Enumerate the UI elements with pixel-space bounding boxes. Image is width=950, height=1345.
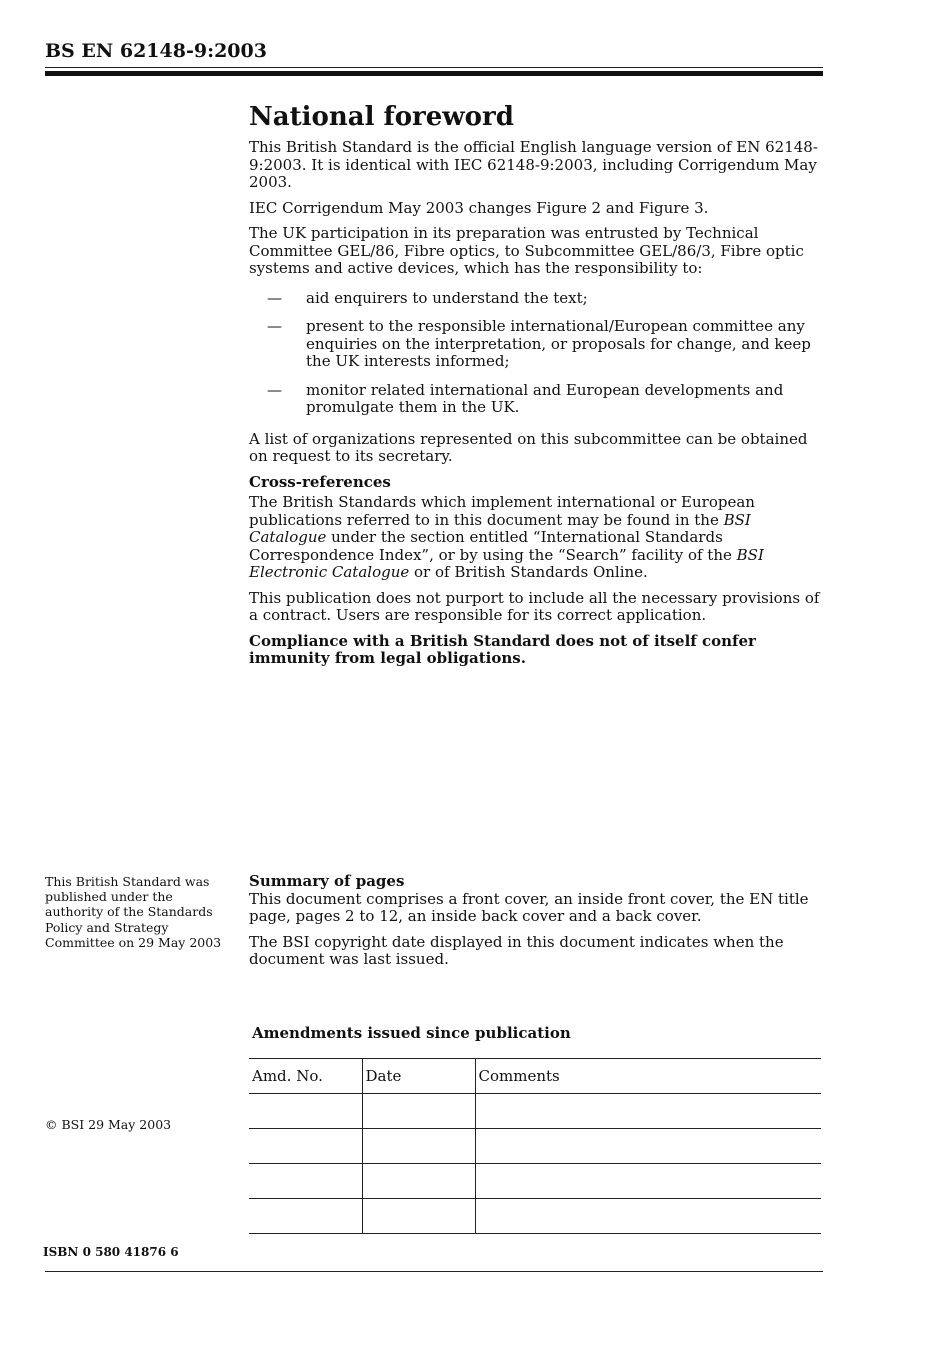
- column-header: Date: [362, 1059, 475, 1094]
- table-row: [249, 1094, 821, 1129]
- dash-marker: —: [267, 317, 282, 335]
- cross-ref-text: or of British Standards Online.: [409, 563, 648, 581]
- summary-heading: Summary of pages: [249, 872, 405, 890]
- summary-section: [249, 873, 824, 977]
- table-row: [249, 1199, 821, 1234]
- column-header: Amd. No.: [249, 1059, 362, 1094]
- cross-references-paragraph: [249, 494, 824, 582]
- list-item-text: aid enquirers to understand the text;: [306, 288, 588, 307]
- provisions-paragraph: This publication does not purport to include all the necessary provisions of a contract. Users are responsible for its correct application.: [249, 588, 820, 624]
- table-cell: [475, 1129, 821, 1164]
- document-code: BS EN 62148-9:2003: [45, 40, 267, 62]
- amendments-heading: Amendments issued since publication: [252, 1024, 571, 1042]
- table-cell: [362, 1129, 475, 1164]
- dash-marker: —: [267, 288, 282, 307]
- header-rule-thick: [45, 71, 823, 76]
- column-header: Comments: [475, 1059, 821, 1094]
- table-cell: [249, 1164, 362, 1199]
- bsi-catalogue-title: BSI Catalogue: [249, 510, 751, 546]
- table-cell: [249, 1199, 362, 1234]
- cross-ref-text: under the section entitled “International Standards Correspondence Index”, or by using the “Search” facility of the: [249, 528, 737, 564]
- list-item: [249, 318, 824, 371]
- intro-paragraph: This British Standard is the official English language version of EN 62148-9:2003. It is identical with IEC 62148-9:2003, including Corrigendum May 2003.: [249, 138, 818, 191]
- table-cell: [362, 1199, 475, 1234]
- list-item-text: monitor related international and European developments and promulgate them in the UK.: [306, 380, 784, 416]
- dash-marker: —: [267, 380, 282, 399]
- compliance-statement: Compliance with a British Standard does not of itself confer immunity from legal obligations.: [249, 631, 756, 667]
- list-item-text: present to the responsible international/European committee any enquiries on the interpretation, or proposals for change, and keep the UK interests informed;: [306, 317, 811, 370]
- table-cell: [475, 1164, 821, 1199]
- isbn: ISBN 0 580 41876 6: [43, 1245, 179, 1259]
- table-cell: [475, 1094, 821, 1129]
- publication-note: This British Standard was published under the authority of the Standards Policy and Strategy Committee on 29 May 2003: [45, 874, 222, 950]
- table-row: [249, 1129, 821, 1164]
- table-header-row: [249, 1059, 821, 1094]
- cross-references-heading: Cross-references: [249, 472, 391, 491]
- footer-rule: [45, 1271, 823, 1272]
- copyright-date-paragraph: The BSI copyright date displayed in this document indicates when the document was last issued.: [249, 932, 784, 968]
- bsi-electronic-catalogue-title: BSI Electronic Catalogue: [249, 545, 764, 581]
- table-row: [249, 1164, 821, 1199]
- list-item: [249, 382, 824, 417]
- page-title: National foreword: [249, 102, 514, 132]
- table-cell: [475, 1199, 821, 1234]
- foreword-section: [249, 102, 824, 676]
- header-rule-thin: [45, 67, 823, 68]
- organizations-paragraph: A list of organizations represented on this subcommittee can be obtained on request to its secretary.: [249, 429, 808, 465]
- list-item: [249, 290, 824, 308]
- responsibility-list: [249, 290, 824, 417]
- table-cell: [249, 1094, 362, 1129]
- participation-paragraph: The UK participation in its preparation was entrusted by Technical Committee GEL/86, Fibre optics, to Subcommittee GEL/86/3, Fibre optic systems and active devices, which has the responsibility to:: [249, 224, 804, 277]
- corrigendum-paragraph: IEC Corrigendum May 2003 changes Figure 2 and Figure 3.: [249, 198, 709, 217]
- summary-paragraph: This document comprises a front cover, an inside front cover, the EN title page, pages 2 to 12, an inside back cover and a back cover.: [249, 889, 809, 925]
- table-cell: [362, 1094, 475, 1129]
- table-cell: [362, 1164, 475, 1199]
- table-cell: [249, 1129, 362, 1164]
- copyright-notice: © BSI 29 May 2003: [45, 1117, 172, 1132]
- amendments-table: [249, 1058, 821, 1234]
- cross-ref-text: The British Standards which implement international or European publications referred to in this document may be found in the: [249, 493, 755, 529]
